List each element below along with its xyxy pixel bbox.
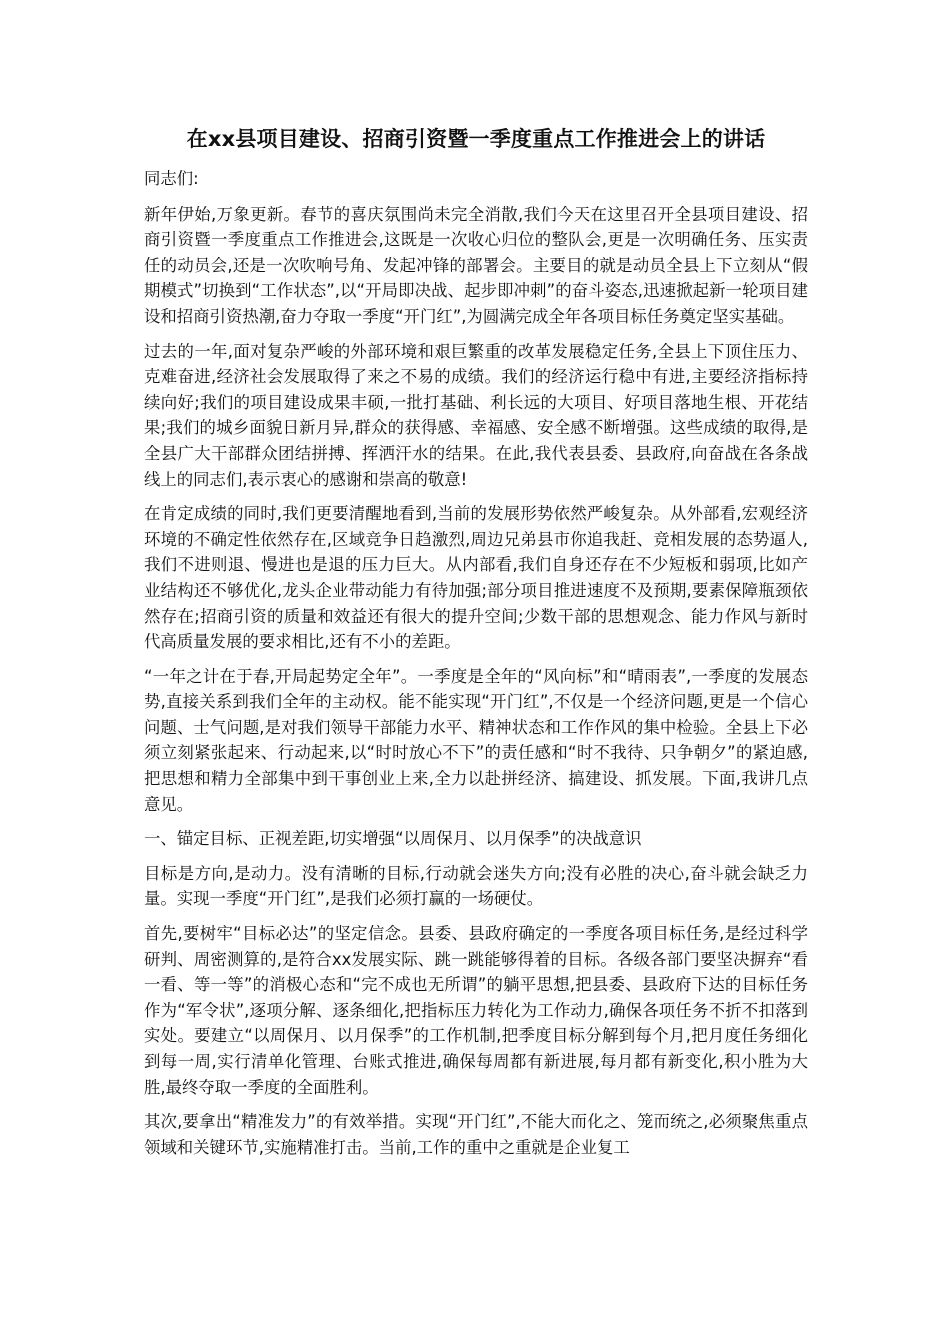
section-heading-1: 一、锚定目标、正视差距,切实增强“以周保月、以月保季”的决战意识 [144, 829, 642, 849]
paragraph-second-point: 其次,要拿出“精准发力”的有效举措。实现“开门红”,不能大而化之、笼而统之,必须聚焦重点领域和关键环节,实施精准打击。当前,工作的重中之重就是企业复工 [144, 1112, 808, 1157]
document-body [144, 124, 808, 1169]
document-title: 在xx县项目建设、招商引资暨一季度重点工作推进会上的讲话 [186, 127, 766, 151]
paragraph-first-quarter: “一年之计在于春,开局起势定全年”。一季度是全年的“风向标”和“晴雨表”,一季度的发展态势,直接关系到我们全年的主动权。能不能实现“开门红”,不仅是一个经济问题,更是一个信心问题、士气问题,是对我们领导干部能力水平、精神状态和工作作风的集中检验。全县上下必须立刻紧张起来、行动起来,以“时时放心不下”的责任感和“时不我待、只争朝夕”的紧迫感,把思想和精力全部集中到干事创业上来,全力以赴拼经济、搞建设、抓发展。下面,我讲几点意见。 [144, 666, 808, 814]
paragraph-first-point: 首先,要树牢“目标必达”的坚定信念。县委、县政府确定的一季度各项目标任务,是经过科学研判、周密测算的,是符合xx发展实际、跳一跳能够得着的目标。各级各部门要坚决摒弃“看一看、等一等”的消极心态和“完不成也无所谓”的躺平思想,把县委、县政府下达的目标任务作为“军令状”,逐项分解、逐条细化,把指标压力转化为工作动力,确保各项任务不折不扣落到实处。要建立“以周保月、以月保季”的工作机制,把季度目标分解到每个月,把月度任务细化到每一周,实行清单化管理、台账式推进,确保每周都有新进展,每月都有新变化,积小胜为大胜,最终夺取一季度的全面胜利。 [144, 924, 808, 1097]
paragraph-opening: 新年伊始,万象更新。春节的喜庆氛围尚未完全消散,我们今天在这里召开全县项目建设、招商引资暨一季度重点工作推进会,这既是一次收心归位的整队会,更是一次明确任务、压实责任的动员会,还是一次吹响号角、发起冲锋的部署会。主要目的就是动员全县上下立刻从“假期模式”切换到“工作状态”,以“开局即决战、起步即冲刺”的奋斗姿态,迅速掀起新一轮项目建设和招商引资热潮,奋力夺取一季度“开门红”,为圆满完成全年各项目标任务奠定坚实基础。 [144, 204, 808, 326]
salutation: 同志们: [144, 169, 199, 188]
paragraph-goals: 目标是方向,是动力。没有清晰的目标,行动就会迷失方向;没有必胜的决心,奋斗就会缺乏力量。实现一季度“开门红”,是我们必须打赢的一场硬仗。 [144, 863, 808, 909]
paragraph-achievements: 过去的一年,面对复杂严峻的外部环境和艰巨繁重的改革发展稳定任务,全县上下顶住压力、克难奋进,经济社会发展取得了来之不易的成绩。我们的经济运行稳中有进,主要经济指标持续向好;我们的项目建设成果丰硕,一批打基础、利长远的大项目、好项目落地生根、开花结果;我们的城乡面貌日新月异,群众的获得感、幸福感、安全感不断增强。这些成绩的取得,是全县广大干部群众团结拼搏、挥洒汗水的结果。在此,我代表县委、县政府,向奋战在各条战线上的同志们,表示衷心的感谢和崇高的敬意! [144, 341, 808, 489]
paragraph-challenges: 在肯定成绩的同时,我们更要清醒地看到,当前的发展形势依然严峻复杂。从外部看,宏观经济环境的不确定性依然存在,区域竞争日趋激烈,周边兄弟县市你追我赶、竞相发展的态势逼人,我们不进则退、慢进也是退的压力巨大。从内部看,我们自身还存在不少短板和弱项,比如产业结构还不够优化,龙头企业带动能力有待加强;部分项目推进速度不及预期,要素保障瓶颈依然存在;招商引资的质量和效益还有很大的提升空间;少数干部的思想观念、能力作风与新时代高质量发展的要求相比,还有不小的差距。 [144, 504, 808, 652]
